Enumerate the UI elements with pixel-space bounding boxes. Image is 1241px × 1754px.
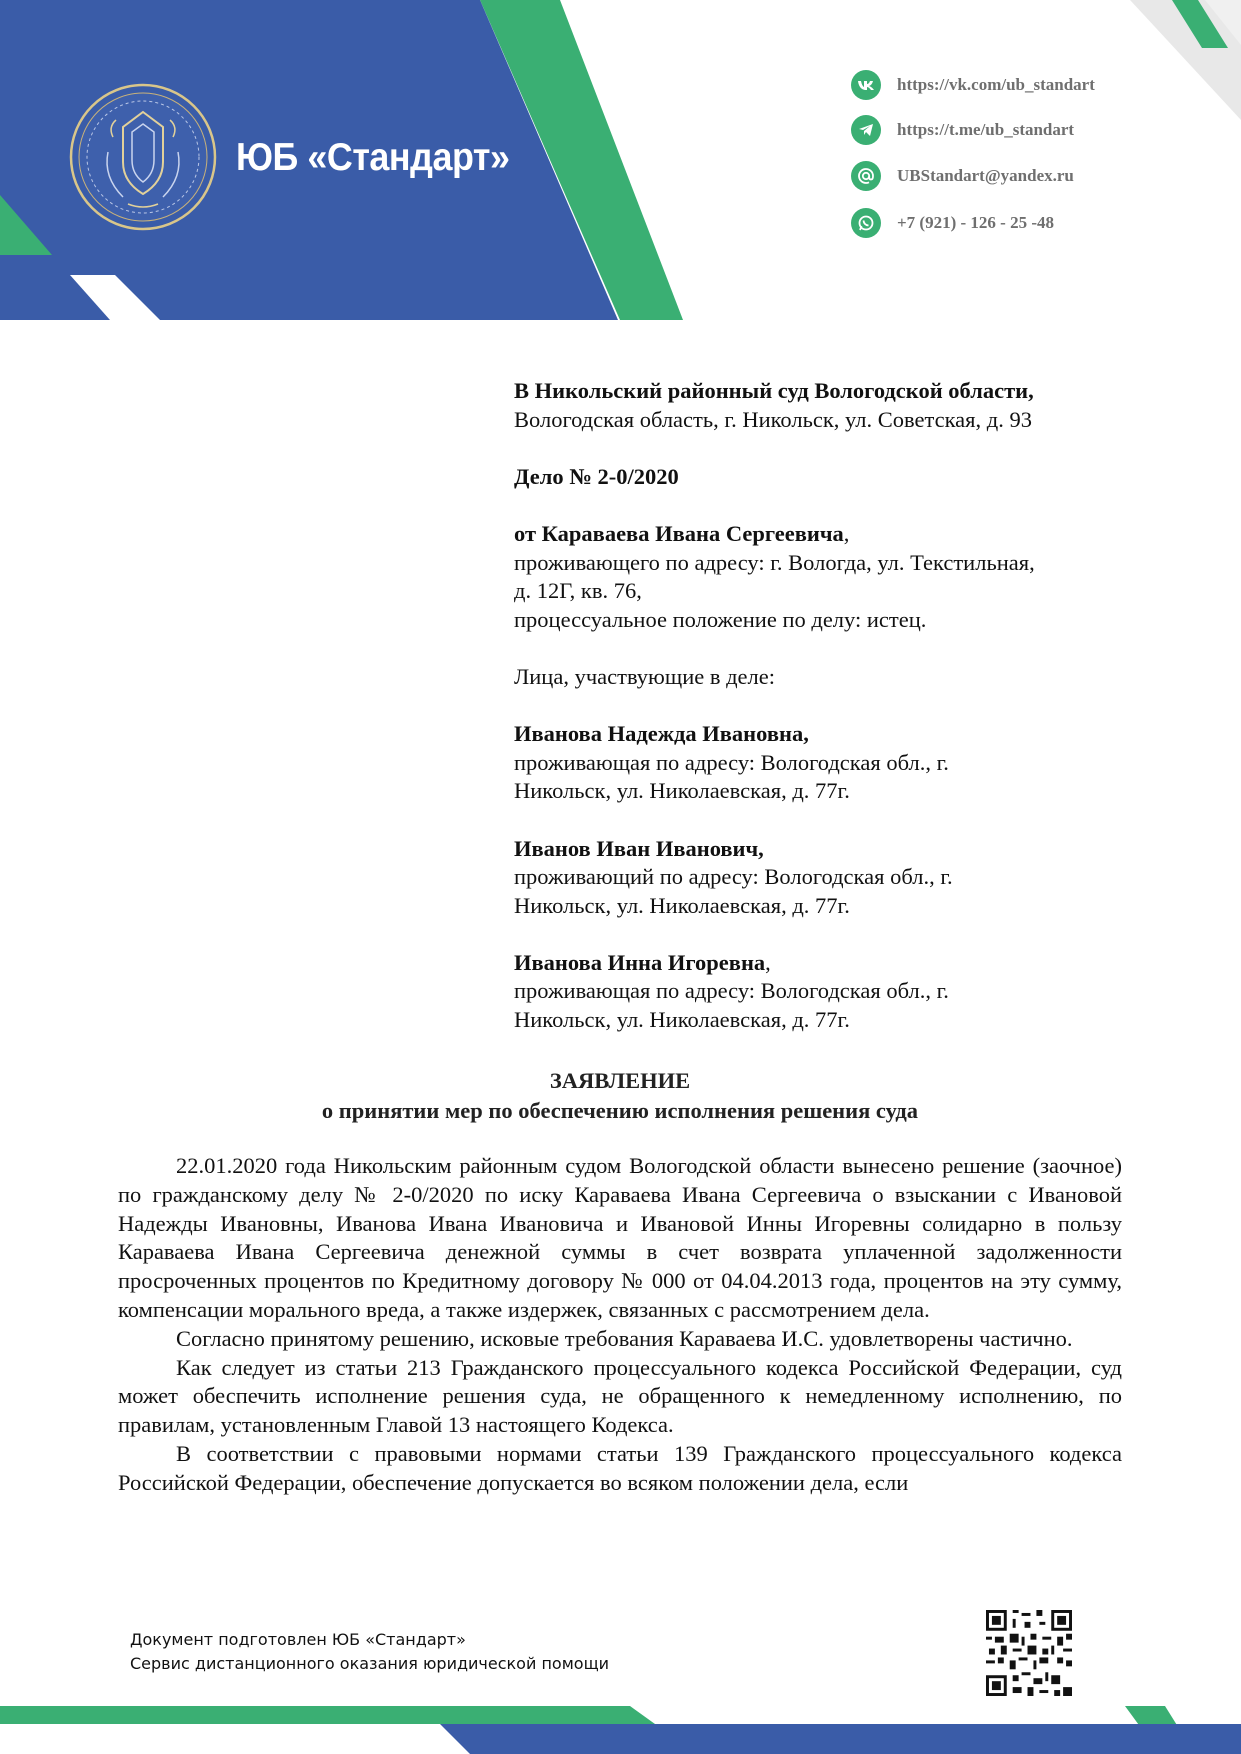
contact-text: +7 (921) - 126 - 25 -48 xyxy=(897,213,1054,232)
letterhead xyxy=(0,0,1241,320)
document-body xyxy=(118,1152,1122,1498)
body-paragraph: В соответствии с правовыми нормами статьи 139 Гражданского процессуального кодекса Российской Федерации, обеспечение допускается во всяком положении дела, если xyxy=(118,1440,1122,1495)
participant-address-line-2: Никольск, ул. Николаевская, д. 77г. xyxy=(514,778,850,804)
footer-band xyxy=(0,1700,1241,1754)
contact-email[interactable] xyxy=(851,160,1074,192)
contact-text: https://vk.com/ub_standart xyxy=(897,75,1095,94)
participant-name: Иванова Инна Игоревна xyxy=(514,949,766,975)
title-line-1: ЗАЯВЛЕНИЕ xyxy=(549,1068,691,1093)
emblem-seal-icon xyxy=(68,82,218,232)
body-paragraph: 22.01.2020 года Никольским районным судом Вологодской области вынесено решение (заочное) по гражданскому делу № 2-0/2020 по иску Караваева Ивана Сергеевича о взыскании с Ивановой Надежды Ивановны, Иванова Ивана Ивановича и Ивановой Инны Игоревны солидарно в пользу Караваева Ивана Сергеевича денежной суммы в счет возврата уплаченной задолженности просроченных процентов по Кредитному договору № 000 от 04.04.2013 года, процентов на эту сумму, компенсации морального вреда, а также издержек, связанных с рассмотрением дела. xyxy=(118,1153,1122,1322)
participant-name: Иванова Надежда Ивановна, xyxy=(514,721,809,747)
participant-suffix: , xyxy=(765,949,771,975)
plaintiff-address-line-1: проживающего по адресу: г. Вологда, ул. Текстильная, xyxy=(514,549,1035,575)
contact-vk[interactable] xyxy=(851,69,1095,101)
participant-address-line-2: Никольск, ул. Николаевская, д. 77г. xyxy=(514,1007,850,1033)
case-number: Дело № 2-0/2020 xyxy=(514,463,679,489)
document-title xyxy=(118,1066,1122,1126)
participant-name: Иванов Иван Иванович, xyxy=(514,835,764,861)
telegram-icon xyxy=(851,115,881,145)
plaintiff-comma: , xyxy=(843,520,850,546)
body-paragraph: Согласно принятому решению, исковые требования Караваева И.С. удовлетворены частично. xyxy=(176,1325,1073,1351)
whatsapp-icon xyxy=(851,208,881,238)
plaintiff-status: процессуальное положение по делу: истец. xyxy=(514,606,927,632)
participant-address-line-1: проживающий по адресу: Вологодская обл., г. xyxy=(514,864,953,890)
addressee-block xyxy=(514,377,1114,1035)
qr-code-icon[interactable] xyxy=(986,1610,1072,1696)
contact-telegram[interactable] xyxy=(851,114,1074,146)
body-paragraph: Как следует из статьи 213 Гражданского процессуального кодекса Российской Федерации, суд может обеспечить исполнение решения суда, не обращенного к немедленному исполнению, по правилам, установленным Главой 13 настоящего Кодекса. xyxy=(118,1354,1122,1438)
footer-line-2: Сервис дистанционного оказания юридической помощи xyxy=(130,1654,610,1673)
title-line-2: о принятии мер по обеспечению исполнения решения суда xyxy=(321,1098,919,1123)
court-address: Вологодская область, г. Никольск, ул. Советская, д. 93 xyxy=(514,406,1032,432)
court-name: В Никольский районный суд Вологодской области, xyxy=(514,378,1034,403)
vk-icon xyxy=(851,70,881,100)
contact-text: UBStandart@yandex.ru xyxy=(897,166,1074,185)
contact-text: https://t.me/ub_standart xyxy=(897,120,1075,139)
participant-address-line-1: проживающая по адресу: Вологодская обл., г. xyxy=(514,749,949,775)
footer-text xyxy=(130,1628,609,1676)
brand-name: ЮБ «Стандарт» xyxy=(236,136,510,179)
footer-line-1: Документ подготовлен ЮБ «Стандарт» xyxy=(130,1630,466,1649)
participants-label: Лица, участвующие в деле: xyxy=(514,663,775,689)
email-icon xyxy=(851,161,881,191)
contact-whatsapp[interactable] xyxy=(851,207,1054,239)
plaintiff-address-line-2: д. 12Г, кв. 76, xyxy=(514,578,642,604)
plaintiff-name: от Караваева Ивана Сергеевича xyxy=(514,520,844,546)
participant-address-line-2: Никольск, ул. Николаевская, д. 77г. xyxy=(514,892,850,918)
participant-address-line-1: проживающая по адресу: Вологодская обл., г. xyxy=(514,978,949,1004)
